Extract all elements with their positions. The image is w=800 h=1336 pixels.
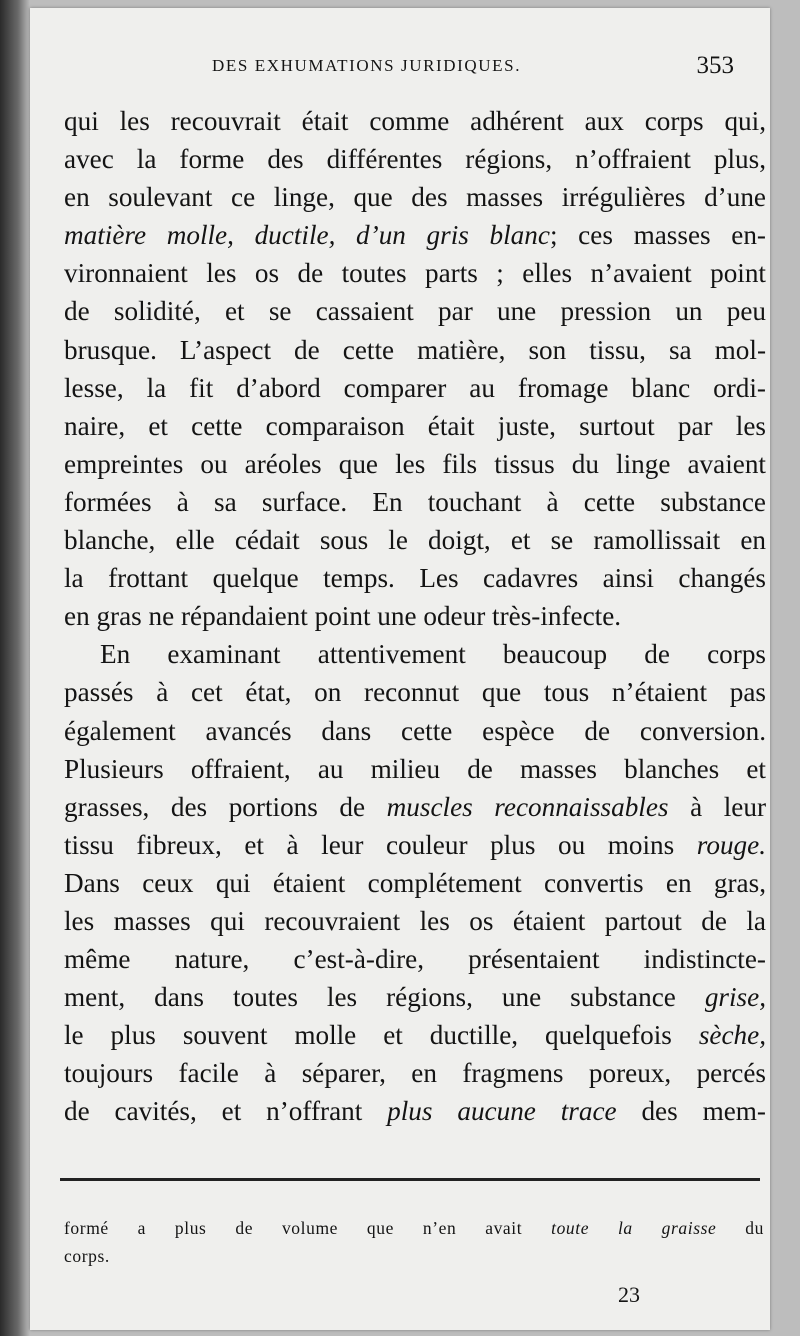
text-line: blanche, elle cédait sous le doigt, et se ramollissait en [64, 525, 766, 556]
text-fragment: à leur [668, 791, 766, 822]
italic-phrase: plus aucune trace [387, 1096, 617, 1127]
text-line: en soulevant ce linge, que des masses irrégulières d’une [64, 182, 766, 213]
text-line: les masses qui recouvraient les os étaient partout de la [64, 905, 766, 936]
signature-mark: 23 [618, 1282, 640, 1307]
body-text [64, 102, 766, 1131]
text-line: brusque. L’aspect de cette matière, son tissu, sa mol- [64, 334, 766, 365]
text-line: Dans ceux qui étaient complétement convertis en gras, [64, 867, 766, 898]
text-line [64, 788, 766, 826]
text-line [64, 216, 766, 254]
italic-phrase: rouge. [696, 829, 766, 860]
book-gutter [0, 0, 30, 1336]
text-line: lesse, la fit d’abord comparer au fromage blanc ordi- [64, 372, 766, 403]
footnote [64, 1214, 764, 1270]
book-page [30, 8, 770, 1330]
text-line [64, 1092, 766, 1130]
italic-phrase: grise, [704, 982, 766, 1013]
page-number: 353 [696, 52, 734, 79]
italic-phrase: toute la graisse [551, 1218, 717, 1238]
text-line: passés à cet état, on reconnut que tous n’étaient pas [64, 677, 766, 708]
text-line: empreintes ou aréoles que les fils tissus du linge avaient [64, 448, 766, 479]
footnote-line [64, 1214, 764, 1242]
footnote-line: corps. [64, 1246, 110, 1266]
text-line: toujours facile à séparer, en fragmens poreux, percés [64, 1058, 766, 1089]
italic-phrase: matière molle, ductile, d’un gris blanc [64, 220, 550, 251]
running-title: DES EXHUMATIONS JURIDIQUES. [212, 56, 522, 75]
text-line: naire, et cette comparaison était juste, surtout par les [64, 410, 766, 441]
paragraph-first-line: En examinant attentivement beaucoup de corps [100, 639, 766, 670]
text-line: également avancés dans cette espèce de conversion. [64, 715, 766, 746]
footnote-rule [60, 1178, 760, 1181]
text-line [64, 978, 766, 1016]
text-fragment: des mem- [616, 1096, 766, 1127]
text-line [64, 1016, 766, 1054]
running-head [212, 52, 734, 79]
italic-phrase: sèche, [698, 1020, 766, 1051]
text-line: qui les recouvrait était comme adhérent aux corps qui, [64, 106, 766, 136]
text-fragment: ; ces masses en- [549, 220, 766, 251]
text-fragment: le plus souvent molle et ductille, quelquefois [64, 1020, 699, 1051]
italic-phrase: muscles reconnaissables [386, 791, 669, 822]
text-line: avec la forme des différentes régions, n’offraient plus, [64, 144, 766, 175]
text-fragment: de cavités, et n’offrant [64, 1096, 388, 1127]
text-fragment: ment, dans toutes les régions, une substance [64, 982, 705, 1013]
text-fragment: tissu fibreux, et à leur couleur plus ou moins [64, 829, 697, 860]
text-fragment: formé a plus de volume que n’en avait [64, 1218, 552, 1238]
text-line: la frottant quelque temps. Les cadavres ainsi changés [64, 563, 766, 594]
text-line: vironnaient les os de toutes parts ; elles n’avaient point [64, 258, 766, 289]
text-line: en gras ne répandaient point une odeur très-infecte. [64, 601, 622, 632]
text-line [64, 826, 766, 864]
text-line: même nature, c’est-à-dire, présentaient indistincte- [64, 944, 766, 975]
text-line: Plusieurs offraient, au milieu de masses blanches et [64, 753, 766, 784]
text-line: de solidité, et se cassaient par une pression un peu [64, 296, 766, 327]
text-line: formées à sa surface. En touchant à cette substance [64, 486, 766, 517]
text-fragment: du [716, 1218, 764, 1238]
text-fragment: grasses, des portions de [64, 791, 387, 822]
